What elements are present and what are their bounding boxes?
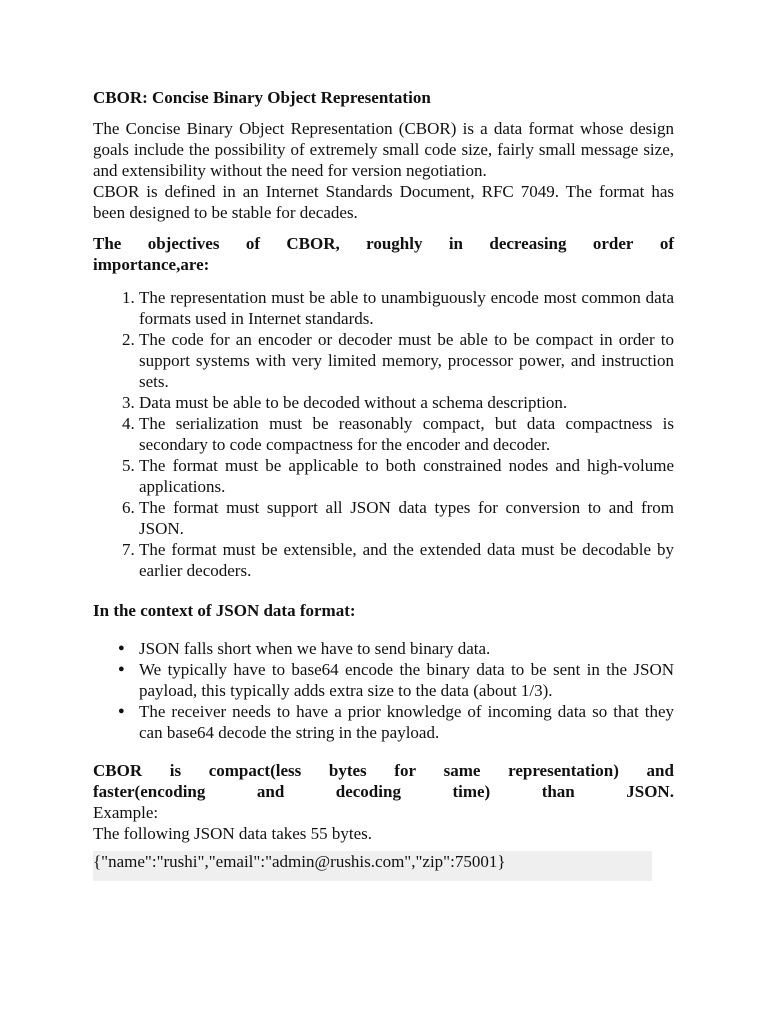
objectives-heading-line-2: importance,are: [93,255,210,274]
objective-item: 5. The format must be applicable to both constrained nodes and high-volume applications. [139,455,674,497]
objectives-heading-word: of [659,234,674,253]
objectives-heading-word: of [245,234,260,253]
compact-word: time) [452,782,491,801]
compact-word: bytes [328,761,367,780]
objective-item: 4. The serialization must be reasonably compact, but data compactness is secondary to code compactness for the encoder and decoder. [139,413,674,455]
compact-word: same [443,761,481,780]
document-page [93,87,674,881]
compact-line-1 [93,760,674,781]
document-title: CBOR: Concise Binary Object Representation [93,88,431,107]
list-item-text: The receiver needs to have a prior knowledge of incoming data so that they can base64 decode the string in the payload. [139,702,674,742]
list-item [118,638,674,659]
objective-item: 6. The format must support all JSON data types for conversion to and from JSON. [139,497,674,539]
compact-line-2 [93,781,674,802]
compact-word: for [394,761,416,780]
compact-word: than [541,782,575,801]
compact-word: and [256,782,285,801]
list-item-text: We typically have to base64 encode the binary data to be sent in the JSON payload, this typically adds extra size to the data (about 1/3). [139,660,674,700]
compact-word: CBOR [93,761,143,780]
objectives-heading-word: CBOR, [286,234,340,253]
intro-paragraph-1: The Concise Binary Object Representation (CBOR) is a data format whose design goals include the possibility of extremely small code size, fairly small message size, and extensibility without the need for version negotiation. [93,119,674,180]
list-item [118,701,674,743]
objective-item: 2. The code for an encoder or decoder must be able to be compact in order to support systems with very limited memory, processor power, and instruction sets. [139,329,674,392]
intro-paragraph-2: CBOR is defined in an Internet Standards Document, RFC 7049. The format has been designed to be stable for decades. [93,182,674,222]
json-context-heading: In the context of JSON data format: [93,601,356,620]
compact-word: and [646,761,674,780]
compact-word: decoding [335,782,401,801]
objectives-heading-word: objectives [147,234,220,253]
bullet-icon: ● [118,705,125,717]
compact-word: faster(encoding [93,782,206,801]
objective-item: 1. The representation must be able to unambiguously encode most common data formats used in Internet standards. [139,287,674,329]
objectives-heading-word: The [93,234,122,253]
list-item-text: JSON falls short when we have to send binary data. [139,639,491,658]
objectives-heading-word: decreasing [489,234,567,253]
compact-word: compact(less [208,761,302,780]
example-text: The following JSON data takes 55 bytes. [93,824,373,843]
bullet-icon: ● [118,642,125,654]
list-item [118,659,674,701]
objectives-heading [93,233,674,275]
compact-word: JSON. [626,782,674,801]
objectives-list [93,287,674,581]
compact-word: is [169,761,182,780]
objective-item: 3. Data must be able to be decoded without a schema description. [139,392,674,413]
compact-word: representation) [508,761,619,780]
bullet-icon: ● [118,663,125,675]
objectives-heading-word: in [448,234,464,253]
json-bullet-list [93,638,674,743]
example-label: Example: [93,803,159,822]
objective-item: 7. The format must be extensible, and the extended data must be decodable by earlier decoders. [139,539,674,581]
objectives-heading-word: order [592,234,634,253]
objectives-heading-line-1 [93,233,674,254]
objectives-heading-word: roughly [366,234,423,253]
compact-statement [93,760,674,802]
json-code-sample: {"name":"rushi","email":"admin@rushis.com","zip":75001} [93,851,652,881]
